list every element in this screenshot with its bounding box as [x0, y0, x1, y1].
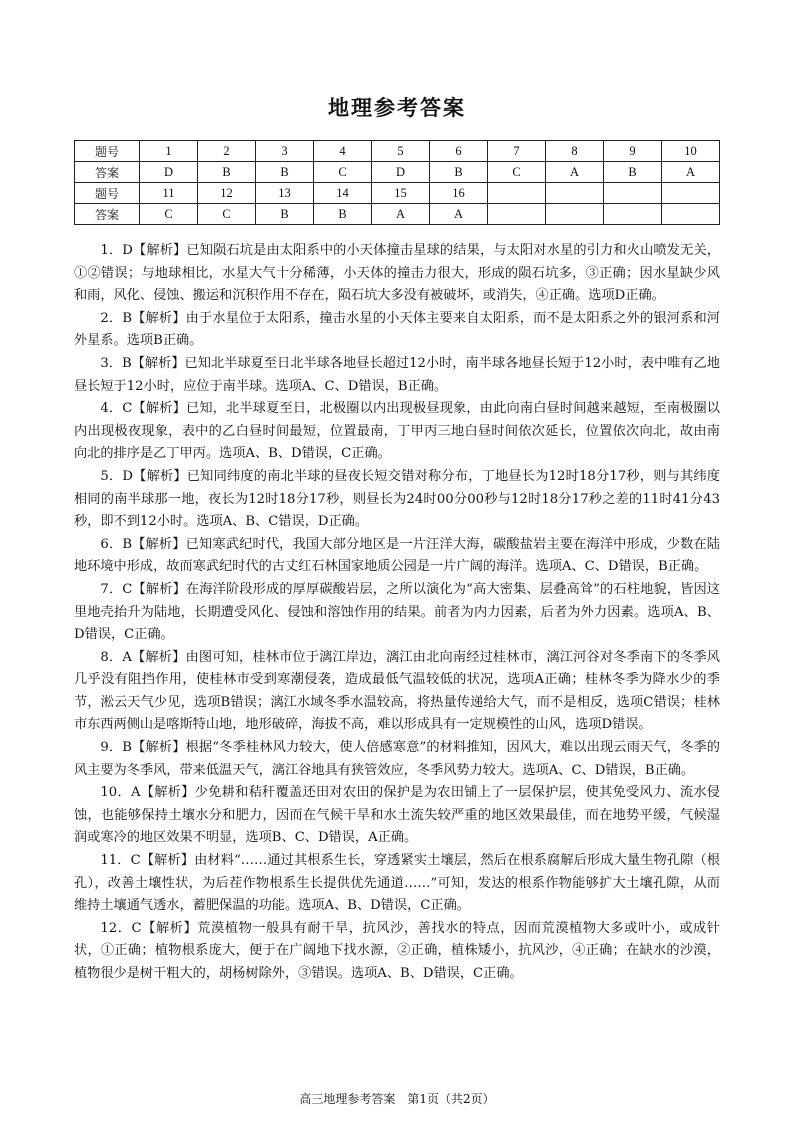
answer-table-row [75, 162, 720, 183]
answer-table-cell: 14 [314, 183, 372, 204]
answer-table-cell: B [604, 162, 662, 183]
answer-table-cell: B [256, 162, 314, 183]
explanations [74, 240, 720, 986]
answer-table-cell: B [256, 204, 314, 225]
answer-table-cell: 8 [546, 141, 604, 162]
answer-table-cell [604, 204, 662, 225]
answer-table-row-label: 题号 [75, 141, 140, 162]
answer-table-cell [662, 183, 720, 204]
answer-table-cell: B [198, 162, 256, 183]
explanation-paragraph: 10．A【解析】少免耕和秸秆覆盖还田对农田的保护是为农田铺上了一层保护层，使其免受风力、流水侵蚀，也能够保持土壤水分和肥力，因而在气候干旱和水土流失较严重的地区效果最佳，而在地势平缓，气候湿润或寒冷的地区效果不明显，选项B、C、D错误，A正确。 [74, 785, 720, 846]
answer-table-cell: 2 [198, 141, 256, 162]
answer-table [74, 140, 720, 225]
answer-table-cell: 9 [604, 141, 662, 162]
answer-table-cell [546, 204, 604, 225]
explanation-paragraph: 6．B【解析】已知寒武纪时代，我国大部分地区是一片汪洋大海，碳酸盐岩主要在海洋中形成，少数在陆地环境中形成，故而寒武纪时代的古丈红石林国家地质公园是一片广阔的海洋。选项A、C、D错误，B正确。 [74, 536, 720, 575]
explanation-paragraph: 7．C【解析】在海洋阶段形成的厚厚碳酸岩层，之所以演化为“高大密集、层叠高耸”的石柱地貌，皆因这里地壳抬升为陆地，长期遭受风化、侵蚀和溶蚀作用的结果。前者为内力因素，后者为外力因素。选项A、B、D错误，C正确。 [74, 581, 720, 643]
explanation-paragraph: 5．D【解析】已知同纬度的南北半球的昼夜长短交错对称分布，丁地昼长为12时18分17秒，则与其纬度相同的南半球那一地，夜长为12时18分17秒，则昼长为24时00分00秒与12时18分17秒之差的11时41分43秒，即不到12小时。选项A、B、C错误，D正确。 [74, 468, 720, 530]
answer-table-cell: D [372, 162, 430, 183]
answer-table-cell [662, 204, 720, 225]
answer-table-cell [546, 183, 604, 204]
explanation-paragraph: 12．C【解析】荒漠植物一般具有耐干旱，抗风沙，善找水的特点，因而荒漠植物大多或叶小，或成针状，①正确；植物根系庞大，便于在广阔地下找水源，②正确，植株矮小，抗风沙，④正确；在缺水的沙漠，植物很少是树干粗大的，胡杨树除外，③错误。选项A、B、D错误，C正确。 [74, 920, 720, 981]
answer-table-cell: 16 [430, 183, 488, 204]
answer-table-cell [488, 183, 546, 204]
answer-table-cell [604, 183, 662, 204]
answer-table-cell: 6 [430, 141, 488, 162]
explanation-paragraph: 8．A【解析】由图可知，桂林市位于漓江岸边，漓江由北向南经过桂林市，漓江河谷对冬季南下的冬季风几乎没有阻挡作用，使桂林市受到寒潮侵袭，造成最低气温较低的状况，选项A正确；桂林冬季为降水少的季节，淞云天气少见，选项B错误；漓江水域冬季水温较高，将热量传递给大气，而不是相反，选项C错误；桂林市东西两侧山是喀斯特山地，地形破碎，海拔不高，难以形成具有一定规模性的山风，选项D错误。 [74, 649, 720, 733]
answer-table-cell: 12 [198, 183, 256, 204]
answer-table-cell: A [372, 204, 430, 225]
answer-table-row-label: 答案 [75, 204, 140, 225]
answer-table-row [75, 141, 720, 162]
answer-table-cell: 11 [140, 183, 198, 204]
answer-table-cell: 4 [314, 141, 372, 162]
answer-table-row [75, 183, 720, 204]
page-title: 地理参考答案 [328, 96, 466, 120]
answer-table-cell: B [430, 162, 488, 183]
answer-table-cell: C [198, 204, 256, 225]
answer-table-cell: 1 [140, 141, 198, 162]
answer-table-cell: B [314, 204, 372, 225]
explanation-paragraph: 11．C【解析】由材料“……通过其根系生长，穿透紧实土壤层，然后在根系腐解后形成大量生物孔隙（根孔），改善土壤性状，为后茬作物根系生长提供优先通道……”可知，发达的根系作物能够扩大土壤孔隙，从而维持土壤通气透水，蓄肥保温的功能。选项A、B、D错误，C正确。 [74, 853, 720, 914]
explanation-paragraph: 1．D【解析】已知陨石坑是由太阳系中的小天体撞击星球的结果，与太阳对水星的引力和火山喷发无关，①②错误；与地球相比，水星大气十分稀薄，小天体的撞击力很大，形成的陨石坑多，③正确；因水星缺少风和雨，风化、侵蚀、搬运和沉积作用不存在，陨石坑大多没有被破坏，或消失，④正确。选项D正确。 [74, 243, 720, 304]
answer-table-cell: 7 [488, 141, 546, 162]
explanation-paragraph: 4．C【解析】已知，北半球夏至日，北极圈以内出现极昼现象，由此向南白昼时间越来越短，至南极圈以内出现极夜现象，表中的乙白昼时间最短，位置最南，丁甲丙三地白昼时间依次延长，位置依次向北，故由南向北的排序是乙丁甲丙。选项A、B、D错误，C正确。 [74, 401, 720, 462]
answer-table-cell: A [662, 162, 720, 183]
answer-table-row-label: 题号 [75, 183, 140, 204]
answer-table-cell: A [430, 204, 488, 225]
explanation-paragraph: 3．B【解析】已知北半球夏至日北半球各地昼长超过12小时，南半球各地昼长短于12小时，表中唯有乙地昼长短于12小时，应位于南半球。选项A、C、D错误，B正确。 [74, 355, 720, 394]
answer-table-row [75, 204, 720, 225]
answer-table-cell: A [546, 162, 604, 183]
page-footer: 高三地理参考答案 第1页（共2页） [299, 1092, 495, 1106]
answer-table-cell: C [314, 162, 372, 183]
answer-table-cell: 3 [256, 141, 314, 162]
answer-table-cell: 5 [372, 141, 430, 162]
answer-table-cell: D [140, 162, 198, 183]
answer-table-row-label: 答案 [75, 162, 140, 183]
answer-table-cell [488, 204, 546, 225]
explanation-paragraph: 9．B【解析】根据“冬季桂林风力较大，使人倍感寒意”的材料推知，因风大，难以出现云雨天气，冬季的风主要为冬季风，带来低温天气，漓江谷地具有狭管效应，冬季风势力较大。选项A、C、D错误，B正确。 [74, 740, 720, 778]
answer-table-cell: 13 [256, 183, 314, 204]
answer-table-cell: 15 [372, 183, 430, 204]
explanation-paragraph: 2．B【解析】由于水星位于太阳系，撞击水星的小天体主要来自太阳系，而不是太阳系之外的银河系和河外星系。选项B正确。 [74, 310, 720, 349]
answer-table-cell: C [488, 162, 546, 183]
answer-table-cell: 10 [662, 141, 720, 162]
answer-table-cell: C [140, 204, 198, 225]
